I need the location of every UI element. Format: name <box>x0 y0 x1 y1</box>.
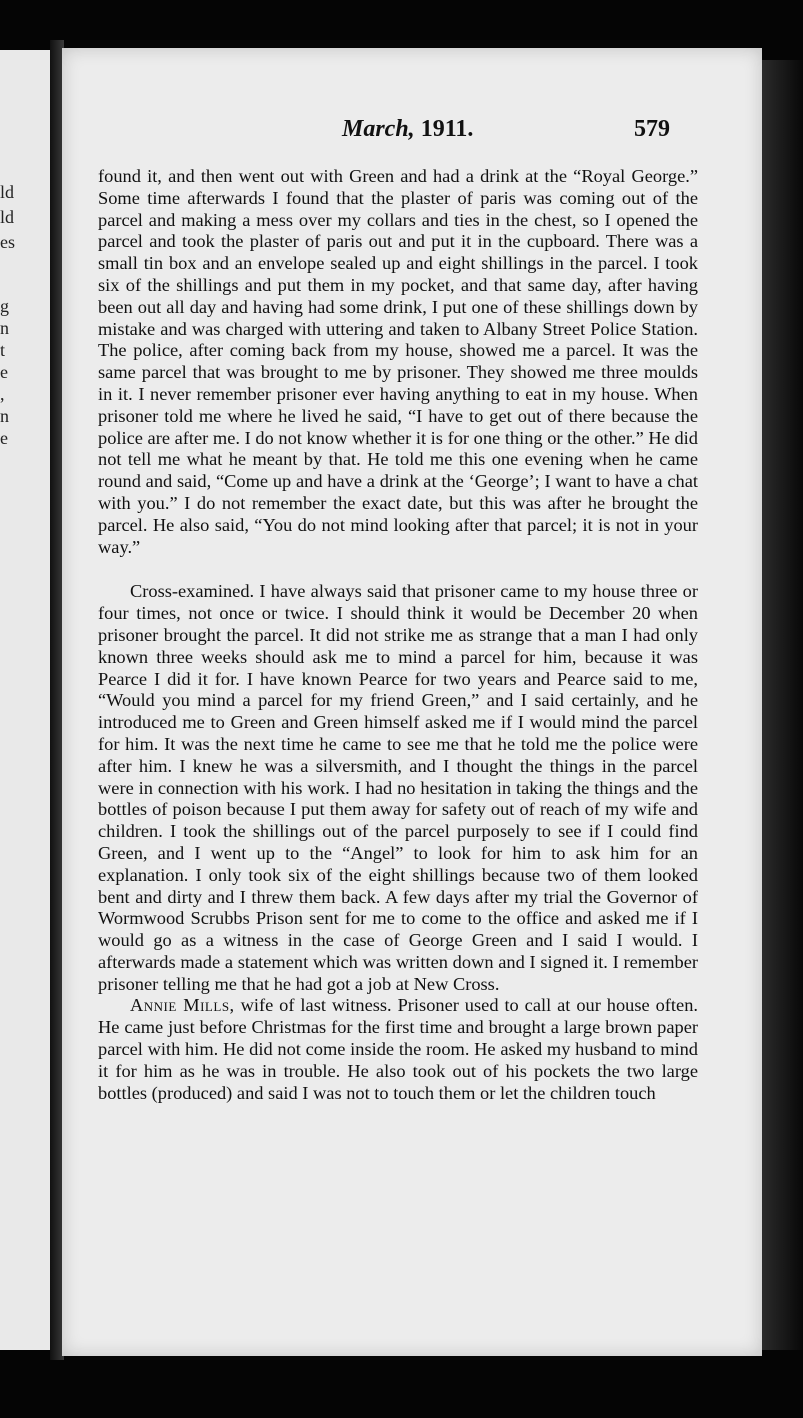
paragraph-annie-mills <box>98 995 698 1104</box>
left-page-fragment: g <box>0 296 9 316</box>
paragraph-testimony: found it, and then went out with Green and had a drink at the “Royal George.” Some time afterwards I found that the plaster of paris was coming out of the parcel and making a mess over my collars and ties in the chest, so I opened the parcel and took the plaster of paris out and put it in the cupboard. There was a small tin box and an envelope sealed up and eight shillings in the parcel. I took six of the shillings and put them in my pocket, and that same day, after having been out all day and having had some drink, I put one of these shillings down by mistake and was charged with uttering and taken to Albany Street Police Station. The police, after coming back from my house, showed me a parcel. It was the same parcel that was brought to me by prisoner. They showed me three moulds in it. I never remember prisoner ever having anything to eat in my house. When prisoner told me where he lived he said, “I have to get out of there because the police are after me. I do not know whether it is for one thing or the other.” He did not tell me what he meant by that. He told me this one evening when he came round and said, “Come up and have a drink at the ‘George’; I want to have a chat with you.” I do not remember the exact date, but this was after he brought the parcel. He also said, “You do not mind looking after that parcel; it is not in your way.” <box>98 166 698 557</box>
left-page-fragment: es <box>0 232 15 252</box>
witness-name: Annie Mills, <box>130 995 235 1016</box>
left-page-fragment: t <box>0 340 6 360</box>
running-head-year: 1911. <box>420 116 474 142</box>
left-page-fragment: n <box>0 318 9 338</box>
left-page-edge <box>0 50 53 1350</box>
left-page-fragment: , <box>0 384 5 404</box>
witness-testimony: wife of last witness. Prisoner used to call at our house often. He came just before Christmas for the first time and brought a large brown paper parcel with him. He did not come inside the room. He asked my husband to mind it for him as he was in trouble. He also took out of his pockets the two large bottles (produced) and said I was not to touch them or let the children touch <box>98 995 698 1103</box>
page-number: 579 <box>634 116 670 142</box>
right-page-edge <box>762 60 803 1350</box>
running-head <box>342 116 473 143</box>
body-text <box>98 166 698 1104</box>
left-page-fragment: e <box>0 362 8 382</box>
left-page-fragment: ld <box>0 207 15 227</box>
paragraph-cross-examined: Cross-examined. I have always said that prisoner came to my house three or four times, not once or twice. I should think it would be December 20 when prisoner brought the parcel. It did not strike me as strange that a man I had only known three weeks should ask me to mind a parcel for him, because it was Pearce I did it for. I have known Pearce for two years and Pearce said to me, “Would you mind a parcel for my friend Green,” and I said certainly, and he introduced me to Green and Green himself asked me if I would mind the parcel for him. It was the next time he came to see me that he told me the police were after him. I knew he was a silversmith, and I thought the things in the parcel were in connection with his work. I had no hesitation in taking the things and the bottles of poison because I put them away for safety out of reach of my wife and children. I took the shillings out of the parcel purposely to see if I could find Green, and I went up to the “Angel” to look for him to ask him for an explanation. I only took six of the eight shillings because two of them looked bent and dirty and I threw them back. A few days after my trial the Governor of Wormwood Scrubbs Prison sent for me to come to the office and asked me if I would go as a witness in the case of George Green and I said I would. I afterwards made a statement which was written down and I signed it. I remember prisoner telling me that he had got a job at New Cross. <box>98 581 698 994</box>
page-header <box>62 116 762 156</box>
left-page-fragment: ld <box>0 182 15 202</box>
document-page <box>62 48 762 1356</box>
left-page-fragment: n <box>0 406 9 426</box>
left-page-fragment: e <box>0 428 8 448</box>
running-head-month: March, <box>342 116 415 142</box>
